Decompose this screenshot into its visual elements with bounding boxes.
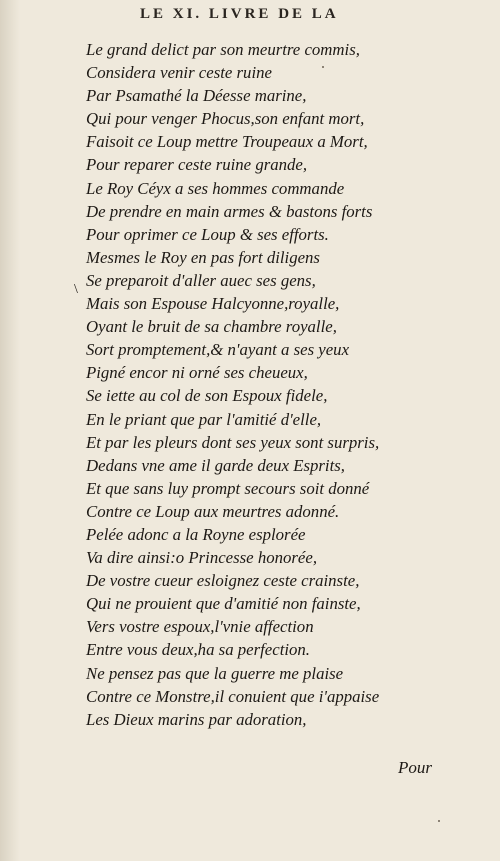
verse-block (86, 38, 488, 731)
gutter-shadow (0, 0, 20, 861)
verse-line: En le priant que par l'amitié d'elle, (86, 409, 322, 429)
verse-line: Par Psamathé la Déesse marine, (86, 86, 307, 106)
verse-line: Mais son Espouse Halcyonne,royalle, (86, 294, 340, 314)
ink-speck (438, 820, 440, 822)
verse-line: Oyant le bruit de sa chambre royalle, (86, 317, 337, 337)
verse-line: Pour oprimer ce Loup & ses efforts. (86, 224, 329, 244)
verse-line: Contre ce Monstre,il conuient que i'appaise (86, 686, 380, 706)
verse-line: Pigné encor ni orné ses cheueux, (86, 363, 308, 383)
verse-line: Sort promptement,& n'ayant a ses yeux (86, 340, 350, 360)
verse-line: Dedans vne ame il garde deux Esprits, (86, 455, 345, 475)
verse-line: De prendre en main armes & bastons forts (86, 201, 373, 221)
verse-line: Ne pensez pas que la guerre me plaise (86, 663, 344, 683)
ink-speck (322, 66, 324, 68)
verse-line: Qui ne prouient que d'amitié non fainste, (86, 594, 361, 614)
verse-line: Les Dieux marins par adoration, (86, 709, 307, 729)
verse-line: Le Roy Céyx a ses hommes commande (86, 178, 345, 198)
verse-line: Pelée adonc a la Royne esplorée (86, 524, 306, 544)
margin-mark: \ (74, 282, 78, 297)
verse-line: Et que sans luy prompt secours soit donné (86, 478, 370, 498)
catchword: Pour (398, 758, 432, 777)
verse-line: Qui pour venger Phocus,son enfant mort, (86, 109, 365, 129)
verse-line: Faisoit ce Loup mettre Troupeaux a Mort, (86, 132, 368, 152)
running-head: LE XI. LIVRE DE LA (140, 6, 339, 22)
verse-line: Contre ce Loup aux meurtres adonné. (86, 501, 340, 521)
verse-line: Entre vous deux,ha sa perfection. (86, 640, 311, 660)
verse-line: Se iette au col de son Espoux fidele, (86, 386, 328, 406)
verse-line: De vostre cueur esloignez ceste crainste, (86, 571, 360, 591)
verse-line: Et par les pleurs dont ses yeux sont surpris, (86, 432, 380, 452)
verse-line: Va dire ainsi:o Princesse honorée, (86, 548, 318, 568)
verse-line: Mesmes le Roy en pas fort diligens (86, 247, 320, 267)
verse-line: Pour reparer ceste ruine grande, (86, 155, 308, 175)
verse-line: Se preparoit d'aller auec ses gens, (86, 270, 316, 290)
verse-line: Vers vostre espoux,l'vnie affection (86, 617, 314, 637)
verse-line: Considera venir ceste ruine (86, 63, 272, 83)
verse-line: Le grand delict par son meurtre commis, (86, 40, 360, 59)
